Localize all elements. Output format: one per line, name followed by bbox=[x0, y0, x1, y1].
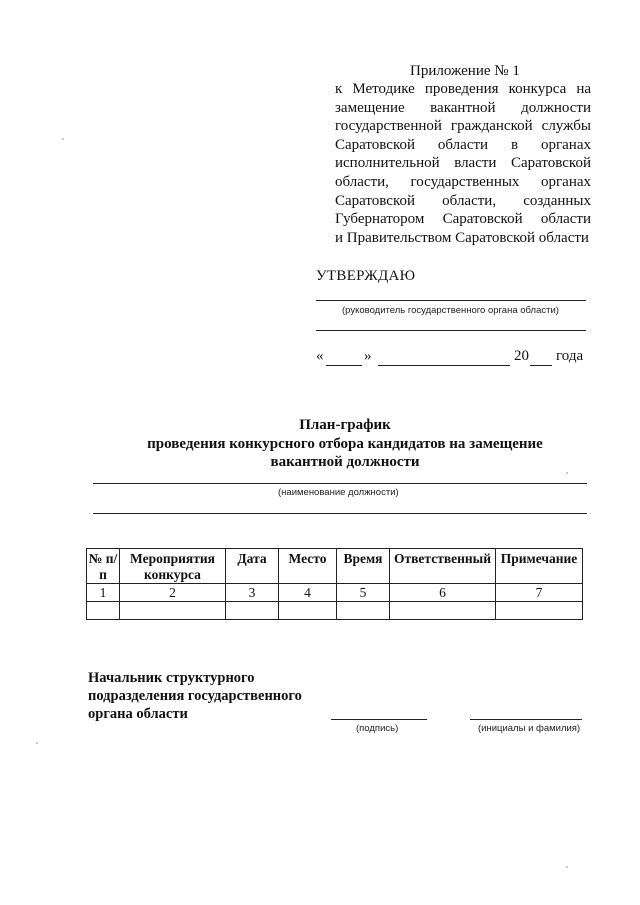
header-time: Время bbox=[337, 549, 390, 584]
table-row bbox=[87, 584, 583, 602]
name-line bbox=[470, 719, 582, 720]
position-extra-line bbox=[93, 513, 587, 514]
table-cell bbox=[279, 602, 337, 620]
document-subtitle-1: проведения конкурсного отбора кандидатов на замещение bbox=[147, 436, 543, 452]
annex-text-main: к Методике проведения конкурса на замещение вакантной должности государственной гражданской службы Саратовской области в органах исполнительной власти Саратовской области, государственных органах Саратовской области, созданных Губернатором Саратовской области bbox=[335, 81, 591, 228]
chief-title bbox=[88, 669, 302, 723]
date-year-line bbox=[530, 365, 552, 366]
header-note: Примечание bbox=[496, 549, 583, 584]
head-extra-line bbox=[316, 330, 586, 331]
scan-speck bbox=[566, 472, 568, 474]
table-cell bbox=[496, 602, 583, 620]
scan-speck bbox=[566, 866, 568, 868]
date-year-prefix: 20 bbox=[514, 348, 529, 364]
table-cell bbox=[337, 602, 390, 620]
date-quote-close: » bbox=[364, 348, 372, 364]
annex-title: Приложение № 1 bbox=[410, 63, 520, 79]
table-cell bbox=[120, 602, 226, 620]
table-cell: 1 bbox=[87, 584, 120, 602]
date-day-line bbox=[326, 365, 362, 366]
plan-table bbox=[86, 548, 583, 620]
head-caption: (руководитель государственного органа области) bbox=[342, 305, 559, 316]
name-caption: (инициалы и фамилия) bbox=[478, 723, 581, 734]
position-caption: (наименование должности) bbox=[278, 487, 399, 498]
header-responsible: Ответственный bbox=[390, 549, 496, 584]
table-cell: 7 bbox=[496, 584, 583, 602]
table-cell: 4 bbox=[279, 584, 337, 602]
scan-speck bbox=[62, 138, 64, 140]
table-cell bbox=[390, 602, 496, 620]
table-header-row bbox=[87, 549, 583, 584]
chief-title-line: органа области bbox=[88, 706, 188, 722]
signature-line bbox=[331, 719, 427, 720]
table-cell bbox=[87, 602, 120, 620]
annex-text bbox=[335, 80, 591, 247]
chief-title-line: подразделения государственного bbox=[88, 688, 302, 704]
date-month-line bbox=[378, 365, 510, 366]
table-cell: 5 bbox=[337, 584, 390, 602]
document-title: План-график bbox=[299, 417, 391, 433]
header-activities: Мероприятия конкурса bbox=[120, 549, 226, 584]
position-name-line bbox=[93, 483, 587, 484]
date-year-suffix: года bbox=[556, 348, 584, 364]
header-place: Место bbox=[279, 549, 337, 584]
chief-title-line: Начальник структурного bbox=[88, 670, 255, 686]
table-row bbox=[87, 602, 583, 620]
annex-text-last: и Правительством Саратовской области bbox=[335, 229, 589, 246]
approval-heading: УТВЕРЖДАЮ bbox=[316, 268, 416, 284]
header-date: Дата bbox=[226, 549, 279, 584]
signature-caption: (подпись) bbox=[356, 723, 399, 734]
table-cell: 6 bbox=[390, 584, 496, 602]
head-signature-line bbox=[316, 300, 586, 301]
header-number: № п/п bbox=[87, 549, 120, 584]
document-subtitle-2: вакантной должности bbox=[270, 454, 420, 470]
scan-speck bbox=[36, 742, 38, 744]
table-cell bbox=[226, 602, 279, 620]
table-cell: 2 bbox=[120, 584, 226, 602]
table-cell: 3 bbox=[226, 584, 279, 602]
date-quote-open: « bbox=[316, 348, 324, 364]
